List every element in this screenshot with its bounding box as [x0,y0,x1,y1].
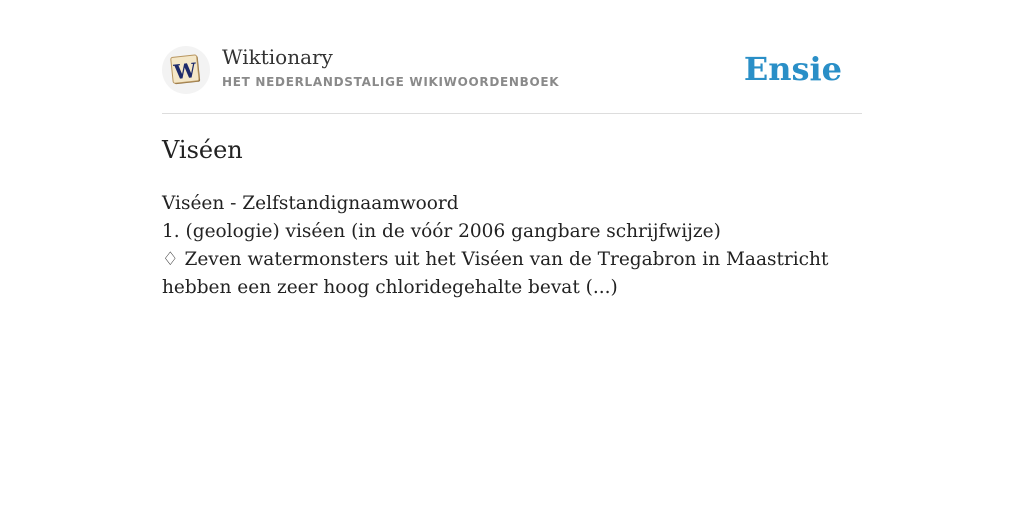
page [162,0,862,298]
entry-line-definition: 1. (geologie) viséen (in de vóór 2006 gangbare schrijfwijze) [162,221,721,242]
entry-line-example: ♢ Zeven watermonsters uit het Viséen van de Tregabron in Maastricht hebben een zeer hoog chloridegehalte bevat (...) [162,249,829,298]
site-tagline: HET NEDERLANDSTALIGE WIKIWOORDENBOEK [222,75,560,89]
svg-text:W: W [172,57,198,85]
entry-content [162,190,852,302]
entry-line-heading: Viséen - Zelfstandignaamwoord [162,193,459,214]
brand-logo-link[interactable]: Ensie [743,50,842,88]
site-name[interactable]: Wiktionary [222,45,333,69]
w-tile-icon [169,53,203,87]
header [162,0,862,114]
wiktionary-logo-icon[interactable] [162,46,210,94]
page-title: Viséen [162,136,243,164]
